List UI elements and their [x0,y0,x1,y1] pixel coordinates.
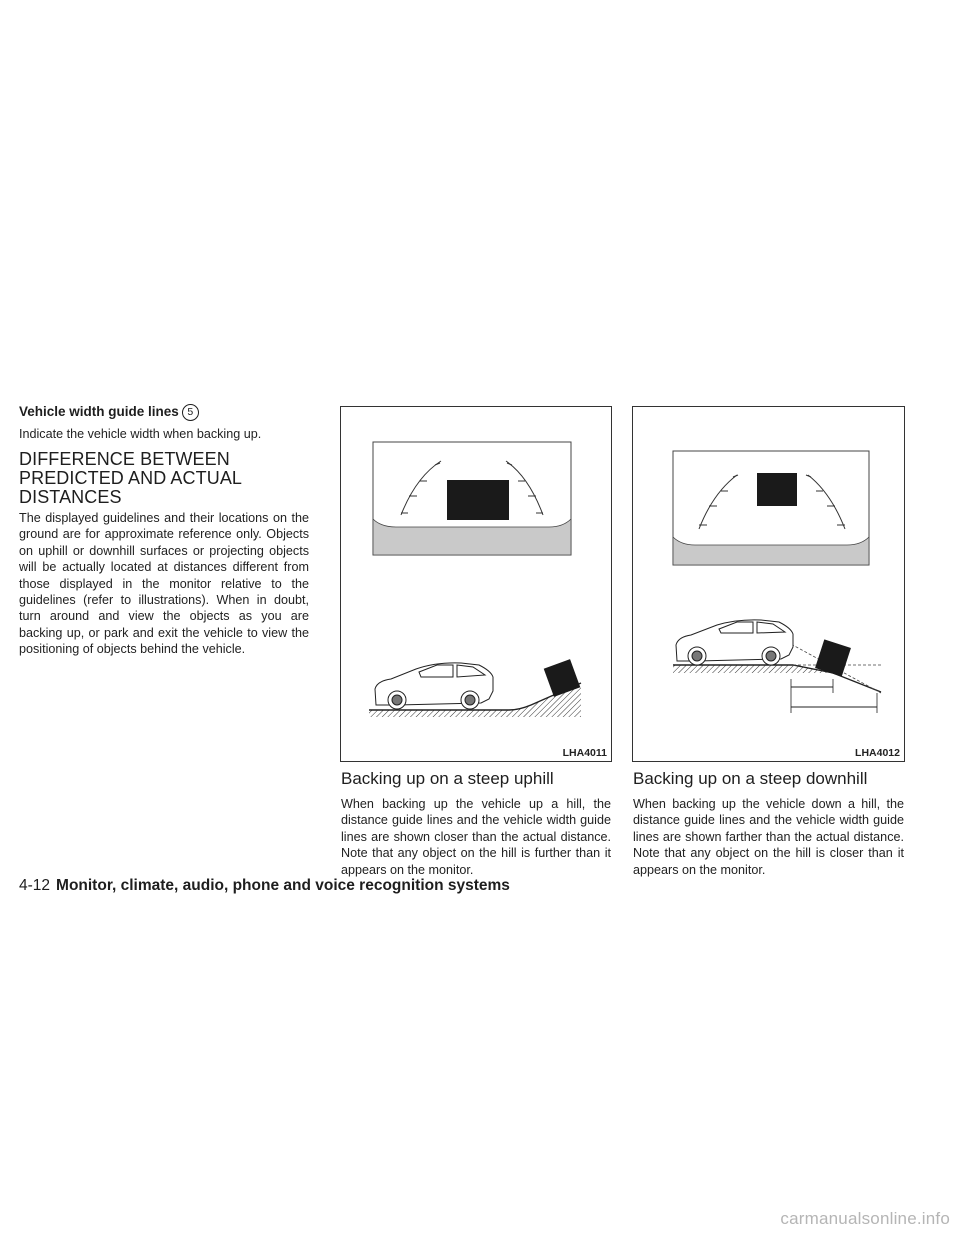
caption-downhill-text: When backing up the vehicle down a hill, the distance guide lines and the vehicle width guide lines are shown farther than the actual distance. Note that any object on the hill is closer than it appears on the monitor. [633,797,904,877]
subheading-description: Indicate the vehicle width when backing up. [19,427,262,441]
watermark: carmanualsonline.info [780,1209,950,1228]
figure-uphill [340,406,612,762]
car-illustration [676,620,793,665]
section-body-text: The displayed guidelines and their locations on the ground are for approximate reference only. Objects on uphill or downhill surfaces or projecting objects will be actually located at distances different from those displayed in the monitor relative to the guidelines (refer to illustrations). When in doubt, turn around and view the objects as you are backing up, or park and exit the vehicle to view the positioning of objects behind the vehicle. [19,511,309,657]
caption-uphill-text: When backing up the vehicle up a hill, the distance guide lines and the vehicle width guide lines are shown closer than the actual distance. Note that any object on the hill is further than it appears on the monitor. [341,797,611,877]
figure-downhill [632,406,905,762]
circled-number-marker: 5 [182,404,199,421]
chapter-title: Monitor, climate, audio, phone and voice recognition systems [56,877,510,894]
downhill-illustration [633,407,904,761]
caption-downhill: Backing up on a steep downhill [633,769,868,788]
object-on-monitor [757,473,797,506]
subheading-vehicle-width-guide-lines [19,404,199,421]
figure-label: LHA4011 [562,747,607,759]
monitor-screen [373,442,571,555]
section-heading: DIFFERENCE BETWEEN PREDICTED AND ACTUAL DISTANCES [19,449,242,507]
object-on-monitor [447,480,509,520]
car-illustration [375,663,493,709]
figure-label: LHA4012 [855,747,900,759]
subheading-text: Vehicle width guide lines [19,404,179,419]
uphill-illustration [341,407,611,761]
page-number: 4-12 [19,877,51,894]
page-footer [19,877,510,895]
caption-uphill: Backing up on a steep uphill [341,769,554,788]
monitor-screen [673,451,869,565]
